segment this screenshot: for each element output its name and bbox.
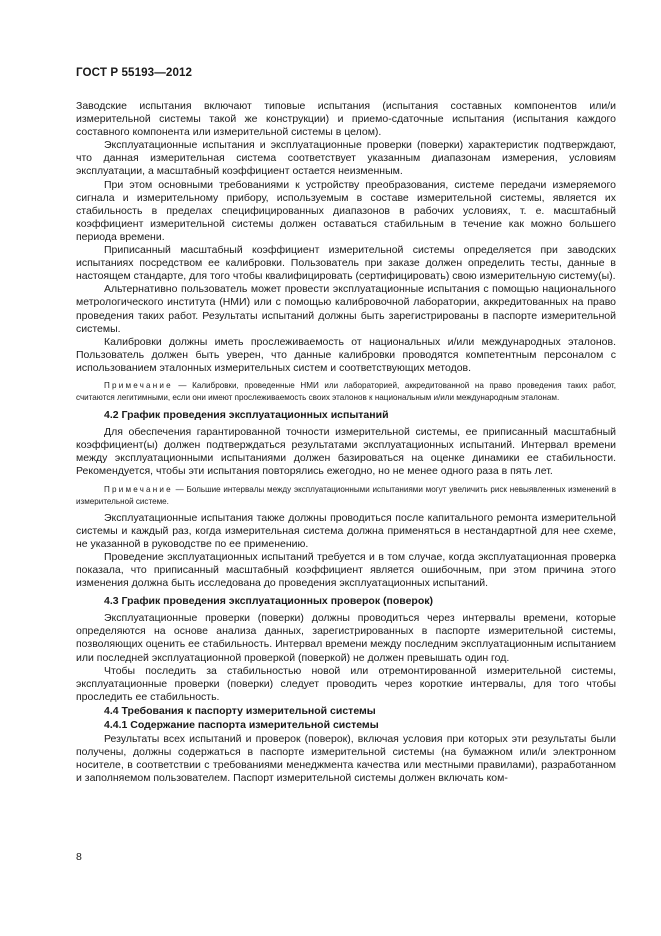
paragraph: Калибровки должны иметь прослеживаемость от национальных и/или международных эталонов. Пользователь должен быть уверен, что данные калибровки проводятся компетентным персоналом с использованием эталонных измерительных систем и соответствующих методов. [76, 335, 616, 374]
paragraph: Альтернативно пользователь может провести эксплуатационные испытания с помощью национального метрологического института (НМИ) или с помощью калибровочной лаборатории, аккредитованных на право проведения таких работ. Результаты испытаний должны быть зарегистрированы в паспорте измерительной системы. [76, 283, 616, 335]
note [76, 380, 616, 404]
paragraph: Заводские испытания включают типовые испытания (испытания составных компонентов или/и измерительной системы такой же конструкции) и приемо-сдаточные испытания (испытания каждого составного компонента или измерительной системы в целом). [76, 100, 616, 139]
note-text: — Калибровки, проведенные НМИ или лабораторией, аккредитованной на право проведения таких работ, считаются легитимными, если они имеют прослеживаемость своих эталонов к национальным и/или международным эталонам. [76, 380, 616, 403]
paragraph: При этом основными требованиями к устройству преобразования, системе передачи измеряемого сигнала и измерительному прибору, используемым в составе измерительной системы, является их стабильность в пределах специфицированных диапазонов в рабочих условиях, т. е. масштабный коэффициент измерительной системы должен оставаться стабильным в течение как можно большего периода времени. [76, 178, 616, 243]
note-label: Примечание [104, 484, 173, 494]
note-text: — Большие интервалы между эксплуатационными испытаниями могут увеличить риск невыявленных изменений в измерительной системе. [76, 484, 616, 506]
paragraph: Эксплуатационные испытания также должны проводиться после капитального ремонта измерительной системы и каждый раз, когда измерительная система должна применяться в нестандартной для нее схеме, не указанной в руководстве по ее применению. [76, 511, 616, 550]
paragraph: Эксплуатационные испытания и эксплуатационные проверки (поверки) характеристик подтверждают, что данная измерительная система соответствует указанным диапазонам измерения, условиям эксплуатации, а масштабный коэффициент остается неизменным. [76, 139, 616, 178]
section-heading-4-2: 4.2 График проведения эксплуатационных испытаний [104, 409, 389, 422]
note-label: Примечание [104, 380, 173, 390]
section-heading-4-4-1: 4.4.1 Содержание паспорта измерительной системы [104, 718, 379, 731]
paragraph: Чтобы последить за стабильностью новой или отремонтированной измерительной системы, эксплуатационные проверки (поверки) следует проводить через короткие интервалы, для того чтобы проследить ее стабильность. [76, 664, 616, 703]
paragraph: Эксплуатационные проверки (поверки) должны проводиться через интервалы времени, которые определяются на основе анализа данных, зарегистрированных в паспорте измерительной системы, позволяющих оценить ее стабильность. Интервал времени между последним эксплуатационным испытанием или последней эксплуатационной проверкой (поверкой) не должен превышать один год. [76, 612, 616, 664]
paragraph: Приписанный масштабный коэффициент измерительной системы определяется при заводских испытаниях посредством ее калибровки. Пользователь при заказе должен определить тесты, данные в настоящем стандарте, для того чтобы квалифицировать (сертифицировать) свою измерительную систему(ы). [76, 244, 616, 283]
page-number: 8 [76, 851, 82, 863]
paragraph: Результаты всех испытаний и проверок (поверок), включая условия при которых эти результаты были получены, должны содержаться в паспорте измерительной системы (на бумажном или/и электронном носителе, в соответствии с требованиями менеджмента качества или местными правилами), разработанном и заполняемом пользователем. Паспорт измерительной системы должен включать ком- [76, 732, 616, 785]
section-heading-4-3: 4.3 График проведения эксплуатационных проверок (поверок) [104, 595, 434, 608]
paragraph: Для обеспечения гарантированной точности измерительной системы, ее приписанный масштабный коэффициент(ы) должен подтверждаться результатами эксплуатационных испытаний. Интервал времени между эксплуатационными испытаниями должен базироваться на оценке динамики ее стабильности. Рекомендуется, чтобы эти испытания повторялись ежегодно, но не менее одного раза в пять лет. [76, 426, 616, 478]
section-heading-4-4: 4.4 Требования к паспорту измерительной системы [104, 704, 376, 717]
document-header: ГОСТ Р 55193—2012 [76, 66, 193, 79]
paragraph: Проведение эксплуатационных испытаний требуется и в том случае, когда эксплуатационная проверка показала, что приписанный масштабный коэффициент является ошибочным, при этом причина этого изменения должна быть исследована до проведения эксплуатационных испытаний. [76, 551, 616, 590]
document-body [76, 100, 616, 785]
note [76, 484, 616, 508]
